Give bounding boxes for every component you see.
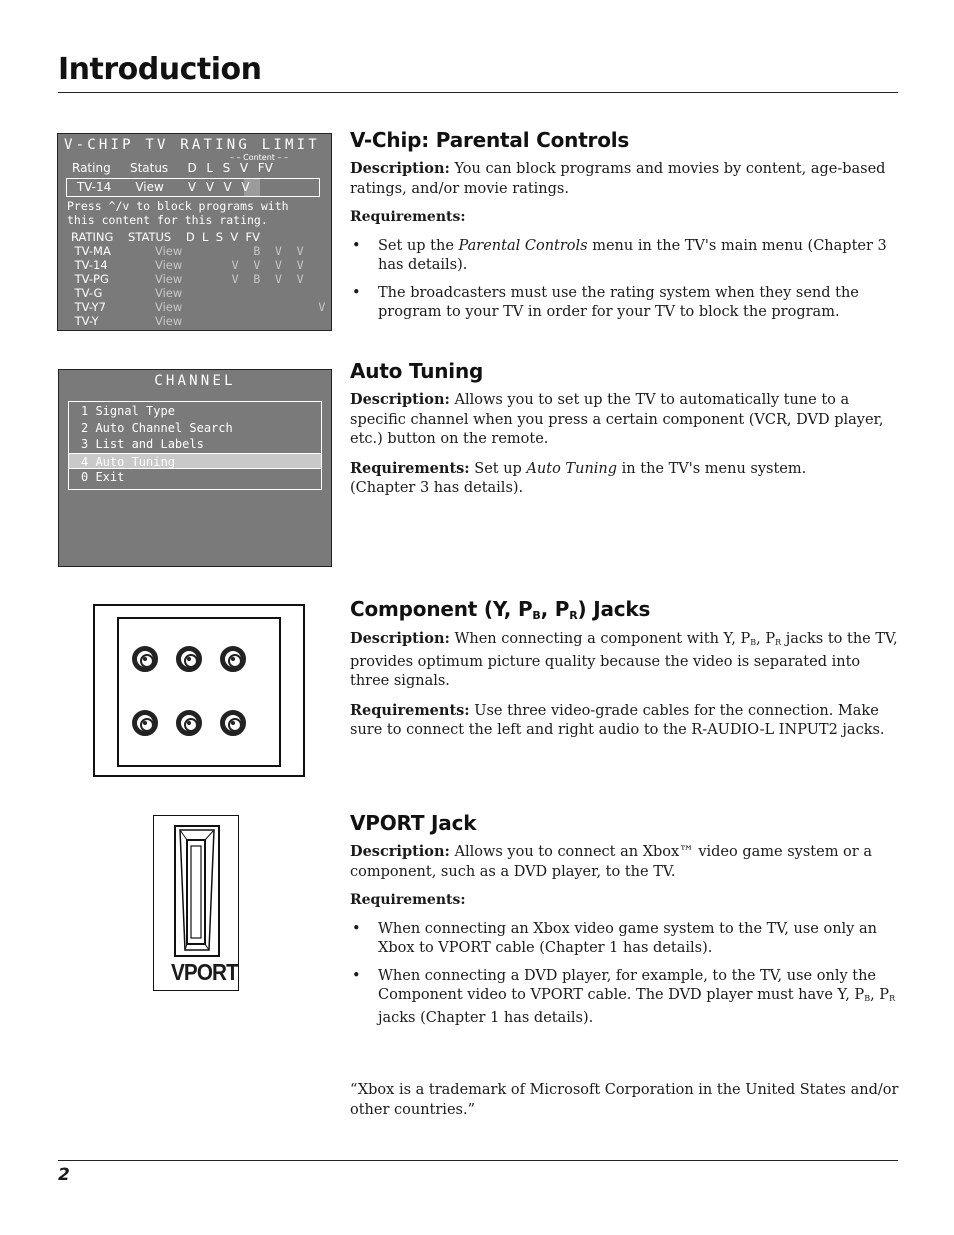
vport-connector-icon bbox=[154, 816, 240, 966]
vport-requirements-label: Requirements: bbox=[350, 892, 466, 908]
auto-requirements: Requirements: Set up Auto Tuning in the TV's menu system. (Chapter 3 has details). bbox=[350, 459, 807, 496]
rating-status: View bbox=[155, 314, 183, 328]
trademark-footnote: “Xbox is a trademark of Microsoft Corporation in the United States and/or other countries.” bbox=[350, 1082, 899, 1118]
component-section bbox=[350, 597, 900, 750]
auto-section bbox=[350, 359, 900, 508]
component-heading: Component (Y, $P_B$, $P_R$) Jacks bbox=[350, 597, 651, 622]
list-item: • Set up the Parental Controls menu in the TV's main menu (Chapter 3 has details). bbox=[352, 237, 887, 273]
channel-screen-title: CHANNEL bbox=[154, 373, 236, 389]
jack-video-icon bbox=[220, 710, 246, 736]
vchip-selected-row[interactable] bbox=[66, 178, 320, 197]
rating-status: View bbox=[155, 258, 183, 272]
page-number: 2 bbox=[58, 1165, 70, 1185]
channel-menu-item[interactable]: 1 Signal Type bbox=[81, 404, 175, 418]
component-jacks-illustration bbox=[93, 604, 305, 777]
vchip-bullets bbox=[350, 237, 900, 323]
component-requirements: Requirements: Use three video-grade cables for the connection. Make sure to connect the left and right audio to the R-AUDIO-L INPUT2 jacks. bbox=[350, 701, 885, 738]
vport-description: Description: Allows you to connect an Xbox™ video game system or a component, such as a DVD player, to the TV. bbox=[350, 843, 872, 880]
vchip-help-text: Press ^/v to block programs with this content for this rating. bbox=[67, 199, 289, 227]
vchip-col-header: RATING STATUS D L S V FV bbox=[71, 230, 260, 244]
component-description: Description: When connecting a component with Y, $P_B$, $P_R$ jacks to the TV, provides optimum picture quality because the video is separated into three signals. bbox=[350, 630, 898, 689]
rating-flags: V V V V bbox=[210, 258, 304, 272]
rating-row[interactable] bbox=[71, 300, 326, 314]
content-label: – – Content – – bbox=[230, 153, 288, 162]
rating-status: View bbox=[155, 300, 183, 314]
jack-audio-l-icon bbox=[132, 710, 158, 736]
channel-menu-item[interactable]: 2 Auto Channel Search bbox=[81, 420, 233, 435]
rating-name: TV-Y bbox=[71, 314, 99, 328]
jack-pr-icon bbox=[220, 646, 246, 672]
rating-row[interactable] bbox=[71, 314, 326, 328]
jack-panel bbox=[117, 617, 281, 767]
channel-menu-item[interactable]: 4 Auto Tuning bbox=[68, 453, 322, 470]
channel-screen bbox=[58, 369, 332, 567]
vchip-rating-list bbox=[71, 244, 326, 328]
jack-pb-icon bbox=[176, 646, 202, 672]
channel-menu-item[interactable]: 3 List and Labels bbox=[81, 437, 204, 452]
footer-rule bbox=[58, 1160, 898, 1161]
vchip-desc-lead: Description: bbox=[350, 160, 450, 177]
rating-status: View bbox=[155, 244, 183, 258]
rating-row[interactable] bbox=[71, 272, 326, 286]
vchip-section bbox=[350, 128, 900, 331]
vchip-desc-text: You can block programs and movies by content, age-based ratings, and/or movie ratings. bbox=[350, 161, 886, 197]
rating-flags: B V V bbox=[210, 244, 304, 258]
vport-heading: VPORT Jack bbox=[350, 811, 477, 835]
selected-row-text: TV-14 View V V V V bbox=[72, 180, 250, 194]
rating-row[interactable] bbox=[71, 244, 326, 258]
rating-status: View bbox=[155, 272, 183, 286]
rating-name: TV-14 bbox=[71, 258, 108, 272]
jack-audio-r-icon bbox=[176, 710, 202, 736]
rating-name: TV-Y7 bbox=[71, 300, 106, 314]
auto-heading: Auto Tuning bbox=[350, 359, 484, 383]
auto-description: Description: Allows you to set up the TV to automatically tune to a specific channel when you press a certain component (VCR, DVD player, etc.) button on the remote. bbox=[350, 391, 884, 447]
vport-label: VPORT bbox=[171, 959, 238, 985]
title-rule bbox=[58, 92, 898, 93]
vport-jack-illustration bbox=[153, 815, 239, 991]
rating-flags: V bbox=[210, 300, 326, 314]
vchip-description bbox=[350, 159, 900, 199]
rating-status: View bbox=[155, 286, 183, 300]
channel-menu bbox=[68, 401, 322, 490]
vport-section bbox=[350, 811, 900, 1036]
list-item: • When connecting an Xbox video game system to the TV, use only an Xbox to VPORT cable (Chapter 1 has details). bbox=[352, 920, 877, 956]
vchip-heading: V-Chip: Parental Controls bbox=[350, 128, 630, 152]
list-item: • When connecting a DVD player, for example, to the TV, use only the Component video to VPORT cable. The DVD player must have Y, $P_B$, $P_R$ jacks (Chapter 1 has details). bbox=[352, 967, 896, 1026]
page-title: Introduction bbox=[58, 52, 262, 87]
rating-name: TV-PG bbox=[71, 272, 109, 286]
channel-menu-item[interactable]: 0 Exit bbox=[81, 470, 125, 485]
selected-cell-cursor bbox=[244, 179, 260, 196]
vchip-screen-title: V-CHIP TV RATING LIMIT bbox=[64, 137, 320, 153]
rating-name: TV-MA bbox=[71, 244, 111, 258]
rating-flags: V B V V bbox=[210, 272, 304, 286]
vchip-screen bbox=[57, 133, 332, 331]
vchip-header: Rating Status D L S V FV bbox=[72, 161, 273, 175]
rating-row[interactable] bbox=[71, 286, 326, 300]
jack-y-icon bbox=[132, 646, 158, 672]
rating-name: TV-G bbox=[71, 286, 103, 300]
vport-bullets bbox=[350, 920, 900, 1029]
rating-row[interactable] bbox=[71, 258, 326, 272]
list-item: • The broadcasters must use the rating system when they send the program to your TV in order for your TV to block the program. bbox=[352, 284, 859, 320]
vchip-requirements-label: Requirements: bbox=[350, 209, 466, 225]
